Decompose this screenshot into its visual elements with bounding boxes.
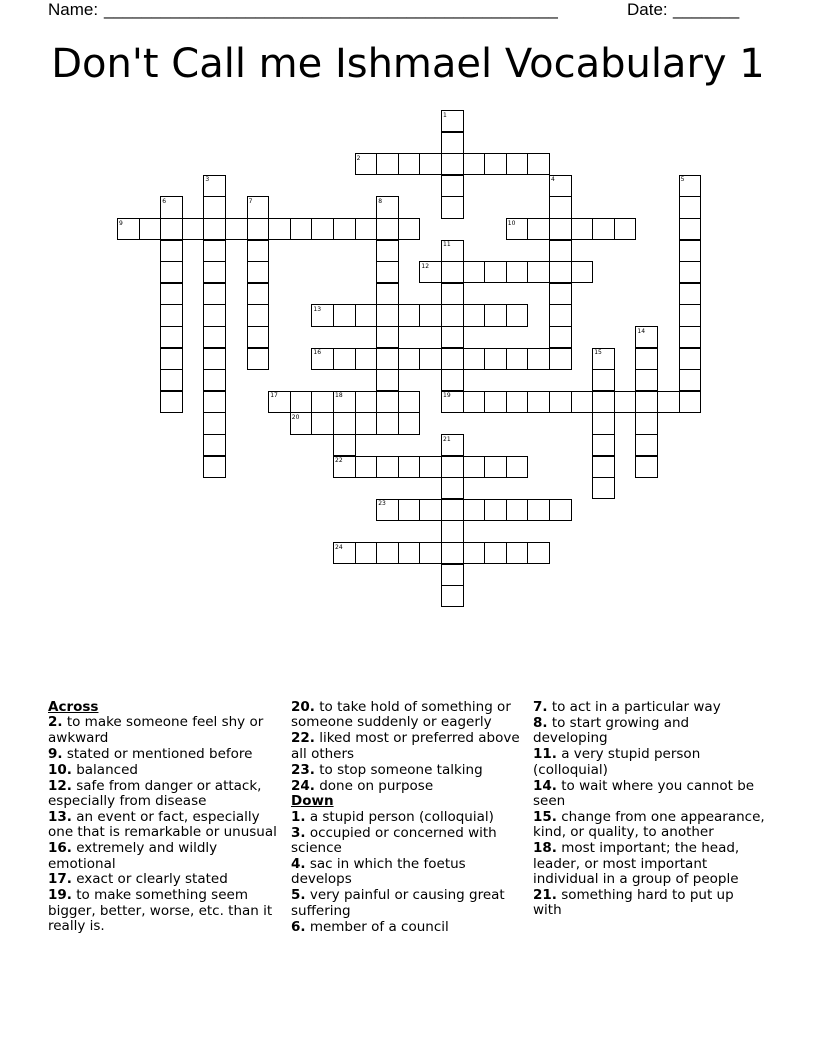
grid-cell[interactable] [160,283,183,305]
grid-cell[interactable] [376,456,399,478]
grid-cell[interactable] [419,456,442,478]
clue-across [48,888,280,934]
grid-cell[interactable] [506,499,529,521]
clue-text: done on purpose [319,777,434,794]
grid-cell[interactable] [311,218,334,240]
clue-text: sac in which the foetus develops [291,856,466,888]
grid-cell[interactable] [268,218,291,240]
grid-cell[interactable] [203,391,226,413]
grid-cell[interactable] [376,542,399,564]
grid-cell[interactable] [247,240,270,262]
clue-number: 10. [48,761,72,778]
clue-text: something hard to put up with [533,886,734,919]
grid-cell[interactable] [549,240,572,262]
clue-across [48,872,280,887]
grid-cell[interactable] [484,456,507,478]
grid-cell[interactable] [527,391,550,413]
clue-across [48,841,280,872]
clue-number: 8. [533,714,548,731]
clue-across [48,715,280,746]
grid-cell[interactable] [463,542,486,564]
grid-cell[interactable] [441,520,464,542]
clue-down [533,747,765,778]
grid-cell[interactable] [679,283,702,305]
grid-cell[interactable] [203,434,226,456]
clue-number: 19. [48,887,72,904]
grid-cell[interactable] [376,391,399,413]
grid-cell[interactable] [311,412,334,434]
clue-column-1 [48,700,280,935]
grid-cell[interactable] [527,153,550,175]
grid-cell[interactable] [398,218,421,240]
grid-cell[interactable] [679,240,702,262]
grid-cell[interactable] [441,283,464,305]
clue-text: very painful or causing great suffering [291,887,505,919]
clue-number: 5. [291,887,306,904]
clue-down [533,841,765,887]
grid-cell[interactable] [484,348,507,370]
grid-cell[interactable] [398,348,421,370]
grid-cell[interactable] [333,218,356,240]
grid-cell[interactable] [441,499,464,521]
clue-down [291,888,523,919]
grid-cell[interactable] [614,218,637,240]
clue-column-3 [533,700,765,919]
clue-number: 23. [291,761,315,778]
clue-down [533,716,765,747]
grid-cell[interactable] [635,391,658,413]
grid-cell[interactable] [463,261,486,283]
grid-cell[interactable] [247,261,270,283]
grid-cell[interactable] [290,218,313,240]
clue-number: 2. [48,714,63,731]
grid-cell[interactable] [247,218,270,240]
clue-number-label: 19 [443,392,451,400]
grid-cell[interactable] [592,218,615,240]
clue-across [291,700,523,731]
grid-cell[interactable] [419,499,442,521]
grid-cell[interactable] [290,391,313,413]
grid-cell[interactable] [679,326,702,348]
clue-text: occupied or concerned with science [291,824,497,857]
grid-cell[interactable] [376,412,399,434]
date-label: Date: [627,0,668,19]
grid-cell[interactable] [527,348,550,370]
grid-cell[interactable] [441,369,464,391]
grid-cell[interactable] [592,391,615,413]
grid-cell[interactable] [441,304,464,326]
grid-cell[interactable] [182,218,205,240]
grid-cell[interactable] [549,499,572,521]
grid-cell[interactable] [463,348,486,370]
grid-cell[interactable] [679,391,702,413]
clue-across [48,747,280,762]
clue-number: 12. [48,777,72,794]
grid-cell[interactable] [203,348,226,370]
grid-cell[interactable] [484,499,507,521]
grid-cell[interactable] [463,304,486,326]
clue-number: 16. [48,840,72,857]
grid-cell[interactable] [398,499,421,521]
grid-cell[interactable] [635,348,658,370]
grid-cell[interactable] [484,153,507,175]
clue-text: safe from danger or attack, especially from disease [48,777,262,809]
clue-number: 14. [533,777,557,794]
grid-cell[interactable] [203,304,226,326]
grid-cell[interactable] [203,456,226,478]
grid-cell[interactable] [355,304,378,326]
clue-number: 13. [48,808,72,825]
clue-number: 17. [48,871,72,888]
grid-cell[interactable] [549,283,572,305]
grid-cell[interactable] [376,153,399,175]
grid-cell[interactable] [203,196,226,218]
clue-number-label: 15 [594,349,602,357]
clue-number-label: 24 [335,543,343,551]
grid-cell[interactable] [571,391,594,413]
clue-number-label: 2 [356,154,361,162]
grid-cell[interactable] [506,542,529,564]
grid-cell[interactable] [506,348,529,370]
grid-cell[interactable] [571,218,594,240]
clue-text: to take hold of something or someone suddenly or eagerly [291,699,511,731]
grid-cell[interactable] [592,477,615,499]
clue-across [291,763,523,778]
grid-cell[interactable] [506,304,529,326]
grid-cell[interactable] [247,283,270,305]
down-heading: Down [291,793,334,810]
clue-number-label: 6 [162,197,167,205]
name-blank-line: ________________________________________________ [104,0,558,19]
grid-cell[interactable] [376,369,399,391]
clue-text: to wait where you cannot be seen [533,777,755,809]
clue-number: 24. [291,777,315,794]
clue-number: 9. [48,745,63,762]
grid-cell[interactable] [376,218,399,240]
grid-cell[interactable] [679,261,702,283]
grid-cell[interactable] [333,412,356,434]
grid-cell[interactable] [160,240,183,262]
grid-cell[interactable] [635,434,658,456]
clue-text: to stop someone talking [319,761,483,778]
grid-cell[interactable] [679,304,702,326]
grid-cell[interactable] [484,304,507,326]
grid-cell[interactable] [419,153,442,175]
clue-number-label: 20 [291,413,300,421]
clue-number-label: 8 [378,197,383,205]
grid-cell[interactable] [463,153,486,175]
grid-cell[interactable] [160,304,183,326]
clue-down [291,826,523,857]
grid-cell[interactable] [355,348,378,370]
clue-text: change from one appearance, kind, or quality, to another [533,808,765,841]
grid-cell[interactable] [376,304,399,326]
grid-cell[interactable] [355,412,378,434]
grid-cell[interactable] [355,456,378,478]
clue-number-label: 14 [637,327,646,335]
grid-cell[interactable] [635,412,658,434]
grid-cell[interactable] [355,542,378,564]
grid-cell[interactable] [484,542,507,564]
clue-number: 1. [291,808,306,825]
grid-cell[interactable] [441,348,464,370]
grid-cell[interactable] [679,196,702,218]
name-label: Name: [48,0,99,19]
clue-text: extremely and wildly emotional [48,840,218,872]
clue-number: 21. [533,886,557,903]
grid-cell[interactable] [441,477,464,499]
grid-cell[interactable] [571,261,594,283]
grid-cell[interactable] [441,542,464,564]
clue-text: balanced [76,761,138,778]
grid-cell[interactable] [355,391,378,413]
clue-down [533,779,765,810]
clue-across [48,779,280,810]
clue-number-label: 16 [313,349,322,357]
clue-text: member of a council [309,918,449,935]
clue-number-label: 11 [443,241,451,249]
clue-text: to make something seem bigger, better, worse, etc. than it really is. [48,887,273,935]
grid-cell[interactable] [203,218,226,240]
grid-cell[interactable] [203,326,226,348]
grid-cell[interactable] [527,218,550,240]
grid-cell[interactable] [225,218,248,240]
grid-cell[interactable] [160,391,183,413]
grid-cell[interactable] [549,304,572,326]
date-blank-line: _______ [673,0,740,19]
grid-cell[interactable] [592,434,615,456]
grid-cell[interactable] [527,499,550,521]
grid-cell[interactable] [203,261,226,283]
grid-cell[interactable] [549,196,572,218]
grid-cell[interactable] [441,261,464,283]
grid-cell[interactable] [333,348,356,370]
grid-cell[interactable] [247,326,270,348]
clue-number-label: 17 [270,392,278,400]
grid-cell[interactable] [441,175,464,197]
clue-down [291,857,523,888]
clue-number: 4. [291,856,306,873]
clue-number-label: 7 [248,197,253,205]
clue-text: exact or clearly stated [76,871,228,888]
grid-cell[interactable] [398,542,421,564]
grid-cell[interactable] [376,326,399,348]
grid-cell[interactable] [441,564,464,586]
grid-cell[interactable] [635,456,658,478]
grid-cell[interactable] [441,456,464,478]
clue-across [48,810,280,841]
grid-cell[interactable] [549,326,572,348]
grid-cell[interactable] [592,412,615,434]
grid-cell[interactable] [376,240,399,262]
clue-down [533,810,765,841]
clue-number-label: 5 [680,176,685,184]
grid-cell[interactable] [441,196,464,218]
grid-cell[interactable] [679,369,702,391]
grid-cell[interactable] [160,326,183,348]
grid-cell[interactable] [203,283,226,305]
puzzle-title: Don't Call me Ishmael Vocabulary 1 [51,41,765,87]
grid-cell[interactable] [527,261,550,283]
grid-cell[interactable] [441,153,464,175]
grid-cell[interactable] [506,391,529,413]
across-heading: Across [48,699,99,715]
grid-cell[interactable] [679,348,702,370]
clue-number: 18. [533,840,557,857]
grid-cell[interactable] [592,369,615,391]
grid-cell[interactable] [506,456,529,478]
grid-cell[interactable] [549,348,572,370]
grid-cell[interactable] [679,218,702,240]
grid-cell[interactable] [398,391,421,413]
grid-cell[interactable] [635,369,658,391]
grid-cell[interactable] [398,153,421,175]
clue-down [291,810,523,825]
clue-across [48,763,280,778]
clue-number: 15. [533,808,557,825]
clue-number-label: 10 [507,219,516,227]
grid-cell[interactable] [333,434,356,456]
grid-cell[interactable] [398,456,421,478]
clue-text: stated or mentioned before [66,745,253,762]
clue-text: a stupid person (colloquial) [309,808,494,825]
grid-cell[interactable] [463,499,486,521]
clue-text: a very stupid person (colloquial) [533,746,701,778]
grid-cell[interactable] [592,456,615,478]
clue-text: to act in a particular way [551,699,721,715]
grid-cell[interactable] [160,261,183,283]
grid-cell[interactable] [311,391,334,413]
grid-cell[interactable] [527,542,550,564]
clue-number-label: 9 [119,219,123,227]
grid-cell[interactable] [355,218,378,240]
grid-cell[interactable] [506,261,529,283]
clue-text: most important; the head, leader, or most important individual in a group of people [533,840,740,887]
grid-cell[interactable] [614,391,637,413]
clue-text: to start growing and developing [533,714,690,747]
clue-number-label: 18 [335,392,343,400]
grid-cell[interactable] [441,585,464,607]
grid-cell[interactable] [376,261,399,283]
grid-cell[interactable] [441,326,464,348]
clue-across [291,731,523,762]
grid-cell[interactable] [203,240,226,262]
clue-down [533,700,765,715]
grid-cell[interactable] [160,369,183,391]
grid-cell[interactable] [549,391,572,413]
grid-cell[interactable] [376,283,399,305]
clue-number: 11. [533,746,557,763]
grid-cell[interactable] [463,391,486,413]
clue-text: to make someone feel shy or awkward [48,714,264,746]
clue-number-label: 3 [205,176,210,184]
clue-number: 22. [291,730,315,747]
grid-cell[interactable] [484,261,507,283]
clue-number: 6. [291,918,306,935]
grid-cell[interactable] [333,304,356,326]
clue-number-label: 23 [378,500,386,508]
grid-cell[interactable] [657,391,680,413]
clue-down [533,888,765,919]
grid-cell[interactable] [376,348,399,370]
clue-number-label: 21 [443,435,451,443]
grid-cell[interactable] [160,348,183,370]
grid-cell[interactable] [506,153,529,175]
clue-number: 3. [291,824,306,841]
grid-cell[interactable] [139,218,162,240]
clue-number-label: 12 [421,262,430,270]
clue-number-label: 4 [551,176,555,184]
grid-cell[interactable] [398,412,421,434]
grid-cell[interactable] [160,218,183,240]
grid-cell[interactable] [441,132,464,154]
grid-cell[interactable] [549,261,572,283]
clue-text: an event or fact, especially one that is remarkable or unusual [48,808,277,841]
clue-number-label: 1 [443,111,447,119]
grid-cell[interactable] [419,542,442,564]
grid-cell[interactable] [398,304,421,326]
grid-cell[interactable] [463,456,486,478]
grid-cell[interactable] [247,348,270,370]
grid-cell[interactable] [419,348,442,370]
clue-down [291,920,523,935]
grid-cell[interactable] [549,218,572,240]
clue-number: 7. [533,699,548,715]
clue-column-2 [291,700,523,936]
clue-number-label: 22 [335,457,343,465]
grid-cell[interactable] [203,369,226,391]
clue-number-label: 13 [313,305,322,313]
grid-cell[interactable] [247,304,270,326]
clue-across [291,779,523,794]
grid-cell[interactable] [203,412,226,434]
grid-cell[interactable] [419,304,442,326]
grid-cell[interactable] [484,391,507,413]
clue-number: 20. [291,699,315,715]
clue-text: liked most or preferred above all others [291,730,520,762]
